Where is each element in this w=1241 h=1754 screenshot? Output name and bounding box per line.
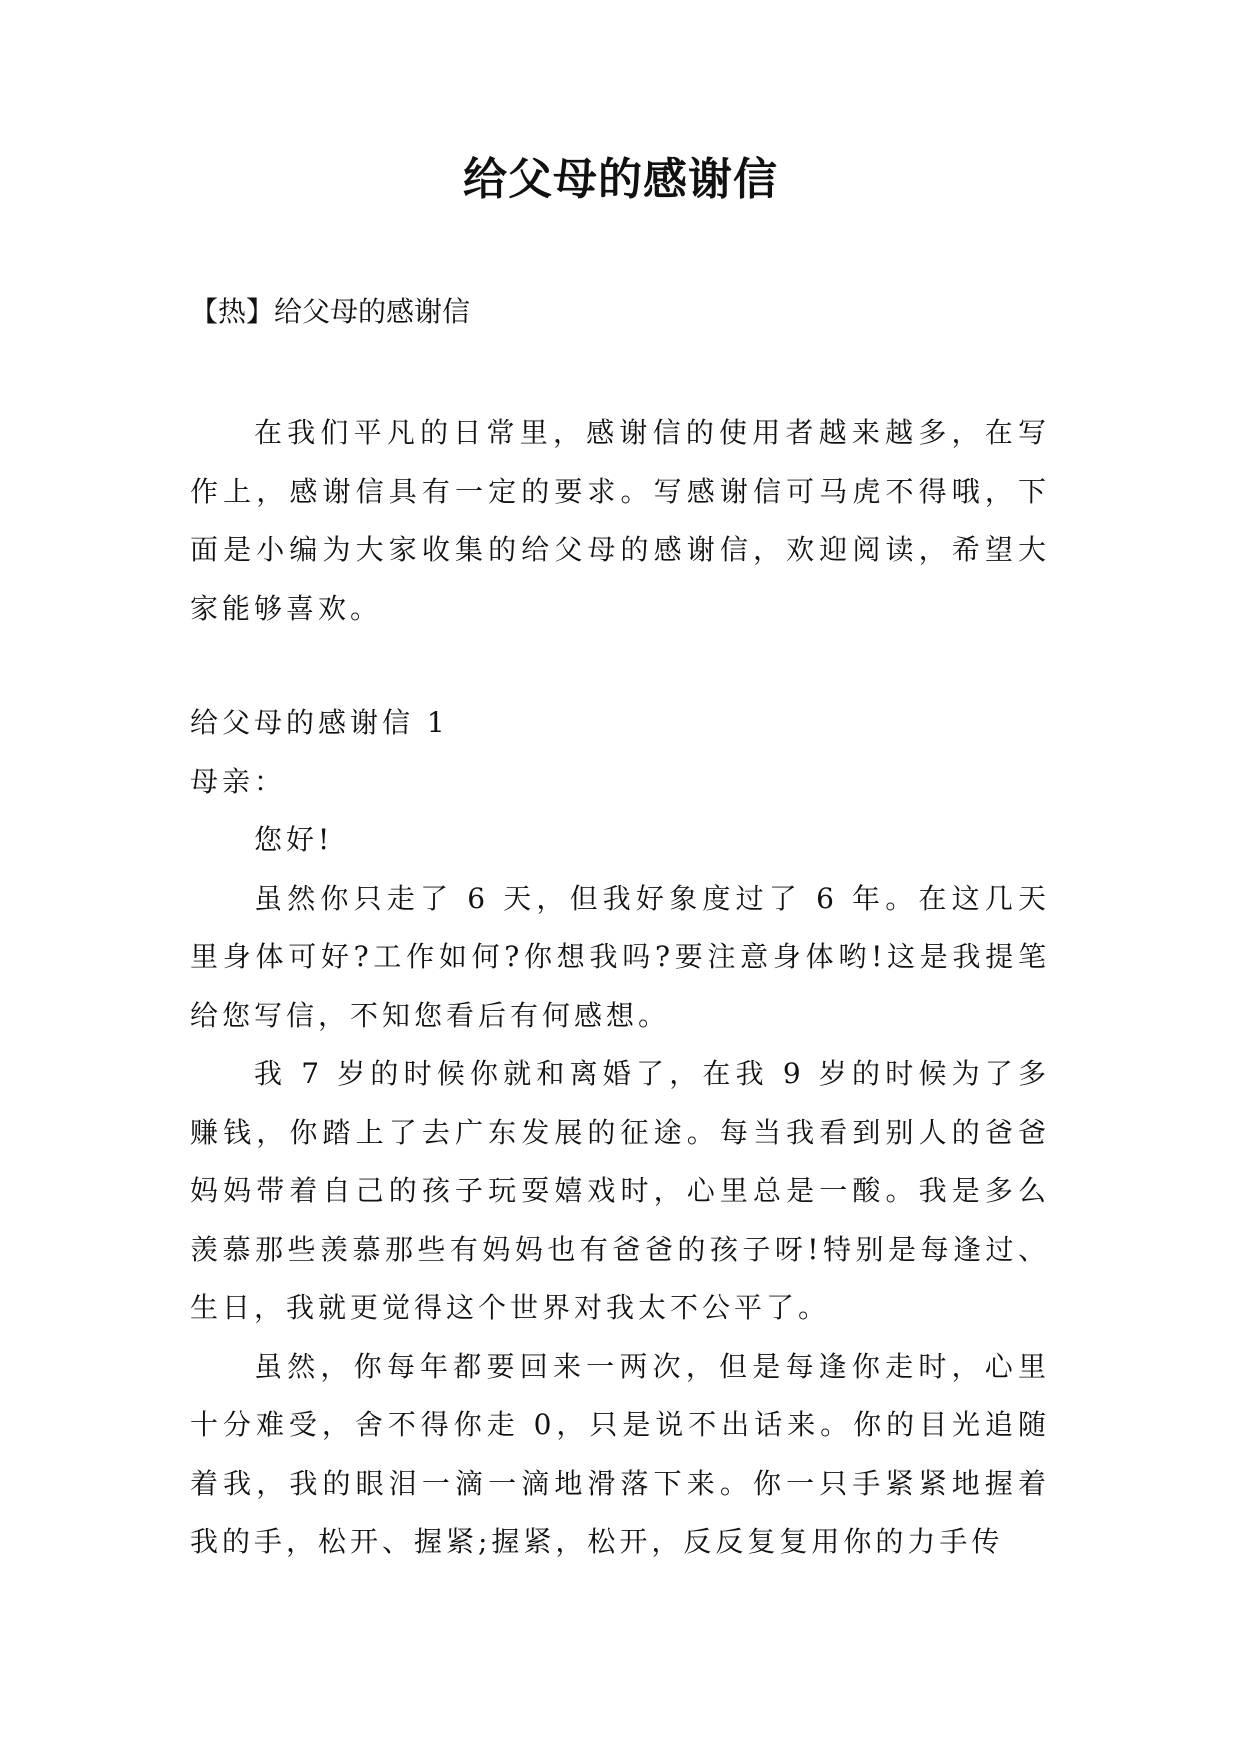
page-title: 给父母的感谢信 [463,154,778,205]
subtitle: 【热】给父母的感谢信 [190,295,471,328]
letter-paragraph: 我 7 岁的时候你就和离婚了，在我 9 岁的时候为了多赚钱，你踏上了去广东发展的征途。每当我看到别人的爸爸妈妈带着自己的孩子玩耍嬉戏时，心里总是一酸。我是多么羡慕那些羡慕那些有妈妈也有爸爸的孩子呀!特别是每逢过、生日，我就更觉得这个世界对我太不公平了。 [190,1057,1050,1324]
letter-paragraph: 虽然，你每年都要回来一两次，但是每逢你走时，心里十分难受，舍不得你走 0，只是说不出话来。你的目光追随着我，我的眼泪一滴一滴地滑落下来。你一只手紧紧地握着我的手，松开、握紧;握紧，松开，反反复复用你的力手传 [190,1349,1050,1558]
letter-heading: 给父母的感谢信 1 [190,706,449,739]
letter-paragraph: 虽然你只走了 6 天，但我好象度过了 6 年。在这几天里身体可好?工作如何?你想我吗?要注意身体哟!这是我提笔给您写信，不知您看后有何感想。 [190,881,1050,1032]
letter-salutation: 母亲： [190,764,287,798]
letter [190,694,1050,1572]
letter-greeting: 您好! [254,823,334,856]
intro-paragraph: 在我们平凡的日常里，感谢信的使用者越来越多，在写作上，感谢信具有一定的要求。写感谢信可马虎不得哦，下面是小编为大家收集的给父母的感谢信，欢迎阅读，希望大家能够喜欢。 [190,416,1050,625]
